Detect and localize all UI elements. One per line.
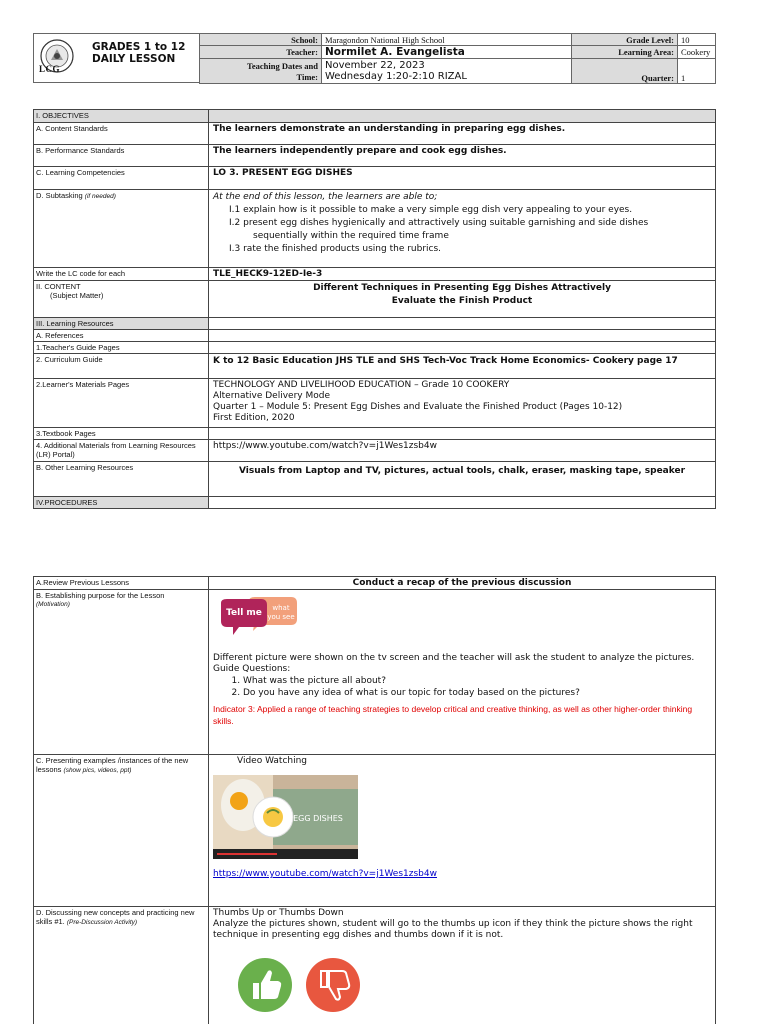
page-title xyxy=(92,41,185,65)
indicator-text: Indicator 3: Applied a range of teaching strategies to develop critical and creative thinking, as well as other higher-order thinking skills. xyxy=(213,704,693,726)
other-resources-value: Visuals from Laptop and TV, pictures, actual tools, chalk, eraser, masking tape, speaker xyxy=(209,462,716,497)
presenting-label xyxy=(34,755,209,907)
additional-materials-label: 4. Additional Materials from Learning Resources (LR) Portal) xyxy=(34,440,209,462)
thumbs-title: Thumbs Up or Thumbs Down xyxy=(213,908,344,918)
thumbs-icons xyxy=(237,957,711,1013)
dates-value xyxy=(322,59,572,84)
lc-code-label: Write the LC code for each xyxy=(34,268,209,281)
purpose-label-text: B. Establishing purpose for the Lesson xyxy=(36,591,165,600)
video-thumbnail[interactable] xyxy=(213,775,358,859)
bubble-text-2: what xyxy=(272,604,290,612)
references-label: A. References xyxy=(34,330,209,342)
thumbs-text: Analyze the pictures shown, student will go to the thumbs up icon if they think the picture shows the right technique in presenting egg dishes and thumbs down if it is not. xyxy=(213,919,693,940)
purpose-text: Different picture were shown on the tv screen and the teacher will ask the student to analyze the pictures. xyxy=(213,653,695,663)
grade-label: Grade Level: xyxy=(572,34,678,46)
guide-title: Guide Questions: xyxy=(213,664,291,674)
video-link[interactable]: https://www.youtube.com/watch?v=j1Wes1zsb4w xyxy=(213,869,437,879)
additional-materials-value: https://www.youtube.com/watch?v=j1Wes1zsb4w xyxy=(209,440,716,462)
content-line-2: Evaluate the Finish Product xyxy=(391,296,533,306)
textbook-blank xyxy=(209,428,716,440)
purpose-value xyxy=(209,590,716,755)
bubble-text-1: Tell me xyxy=(226,608,262,618)
content-standards-value: The learners demonstrate an understanding in preparing egg dishes. xyxy=(209,123,716,145)
objectives-blank xyxy=(209,110,716,123)
thumbs-up-icon xyxy=(237,957,293,1013)
quarter-label: Quarter: xyxy=(572,59,678,84)
lesson-plan-table xyxy=(33,109,716,509)
other-resources-label: B. Other Learning Resources xyxy=(34,462,209,497)
procedures-heading: IV.PROCEDURES xyxy=(34,497,209,509)
school-value: Maragondon National High School xyxy=(322,34,572,46)
header-block xyxy=(33,33,199,83)
content-value xyxy=(209,281,716,318)
subtask-2b: sequentially within the required time frame xyxy=(253,231,449,241)
discussing-label-text: D. Discussing new concepts and practicing new skills #1. xyxy=(36,908,195,926)
subtask-3: I.3 rate the finished products using the rubrics. xyxy=(229,244,442,254)
header-info-table xyxy=(199,33,716,84)
dates-value-2: Wednesday 1:20-2:10 RIZAL xyxy=(325,71,467,82)
content-label-1: II. CONTENT xyxy=(36,282,81,291)
presenting-label-text: C. Presenting examples /instances of the new lessons xyxy=(36,756,189,774)
area-value: Cookery xyxy=(678,46,716,59)
guide-question-1: 1. What was the picture all about? xyxy=(243,675,711,687)
thumbs-down-icon xyxy=(305,957,361,1013)
presenting-value xyxy=(209,755,716,907)
resources-heading: III. Learning Resources xyxy=(34,318,209,330)
content-line-1: Different Techniques in Presenting Egg Dishes Attractively xyxy=(313,283,611,293)
review-value: Conduct a recap of the previous discussion xyxy=(209,577,716,590)
grade-value: 10 xyxy=(678,34,716,46)
title-line-1: GRADES 1 to 12 xyxy=(92,41,186,53)
tg-pages-blank xyxy=(209,342,716,354)
subtasking-value xyxy=(209,190,716,268)
content-standards-label: A. Content Standards xyxy=(34,123,209,145)
school-label: School: xyxy=(200,34,322,46)
presenting-note: (show pics, videos, ppt) xyxy=(63,767,132,774)
subtasking-label-text: D. Subtasking xyxy=(36,191,83,200)
guide-questions xyxy=(213,675,711,699)
logo-text: LCG xyxy=(39,64,61,74)
discussing-value xyxy=(209,907,716,1024)
lc-code-value: TLE_HECK9-12ED-Ie-3 xyxy=(209,268,716,281)
resources-blank xyxy=(209,318,716,330)
dates-label-2: Time: xyxy=(296,72,318,82)
curriculum-value: K to 12 Basic Education JHS TLE and SHS Tech-Voc Track Home Economics- Cookery page 17 xyxy=(209,354,716,379)
subtasking-note: (if needed) xyxy=(84,193,116,200)
dates-label-1: Teaching Dates and xyxy=(246,61,318,71)
lm-line-3: Quarter 1 – Module 5: Present Egg Dishes and Evaluate the Finished Product (Pages 10-12) xyxy=(213,402,623,412)
quarter-value: 1 xyxy=(678,59,716,84)
curriculum-label: 2. Curriculum Guide xyxy=(34,354,209,379)
video-title: Video Watching xyxy=(237,756,308,766)
discussing-note: (Pre-Discussion Activity) xyxy=(66,919,138,926)
lm-line-4: First Edition, 2020 xyxy=(213,413,295,423)
title-line-2: DAILY LESSON xyxy=(92,53,176,65)
purpose-label xyxy=(34,590,209,755)
dates-label xyxy=(200,59,322,84)
area-label: Learning Area: xyxy=(572,46,678,59)
teacher-label: Teacher: xyxy=(200,46,322,59)
bubble-text-3: you see xyxy=(267,613,295,621)
tell-me-bubble-icon xyxy=(219,595,299,639)
lm-pages-label: 2.Learner's Materials Pages xyxy=(34,379,209,428)
discussing-label xyxy=(34,907,209,1024)
performance-standards-label: B. Performance Standards xyxy=(34,145,209,167)
lm-line-1: TECHNOLOGY AND LIVELIHOOD EDUCATION – Grade 10 COOKERY xyxy=(213,380,510,390)
objectives-heading: I. OBJECTIVES xyxy=(34,110,209,123)
subtasking-label xyxy=(34,190,209,268)
content-label-2: (Subject Matter) xyxy=(50,291,104,300)
references-blank xyxy=(209,330,716,342)
competencies-value: LO 3. PRESENT EGG DISHES xyxy=(209,167,716,190)
content-label xyxy=(34,281,209,318)
dates-value-1: November 22, 2023 xyxy=(325,60,425,71)
subtasking-intro: At the end of this lesson, the learners are able to; xyxy=(213,192,438,202)
tg-pages-label: 1.Teacher's Guide Pages xyxy=(34,342,209,354)
lm-pages-value xyxy=(209,379,716,428)
performance-standards-value: The learners independently prepare and cook egg dishes. xyxy=(209,145,716,167)
purpose-note: (Motivation) xyxy=(36,601,70,608)
procedures-table xyxy=(33,576,716,1024)
textbook-label: 3.Textbook Pages xyxy=(34,428,209,440)
procedures-blank xyxy=(209,497,716,509)
competencies-label: C. Learning Competencies xyxy=(34,167,209,190)
video-caption: EGG DISHES xyxy=(293,814,343,823)
subtask-2a: I.2 present egg dishes hygienically and attractively using suitable garnishing and side dishes xyxy=(229,218,649,228)
subtask-1: I.1 explain how is it possible to make a very simple egg dish very appealing to your eyes. xyxy=(229,205,633,215)
lm-line-2: Alternative Delivery Mode xyxy=(213,391,330,401)
guide-question-2: 2. Do you have any idea of what is our topic for today based on the pictures? xyxy=(243,687,711,699)
teacher-value: Normilet A. Evangelista xyxy=(322,46,572,59)
review-label: A.Review Previous Lessons xyxy=(34,577,209,590)
